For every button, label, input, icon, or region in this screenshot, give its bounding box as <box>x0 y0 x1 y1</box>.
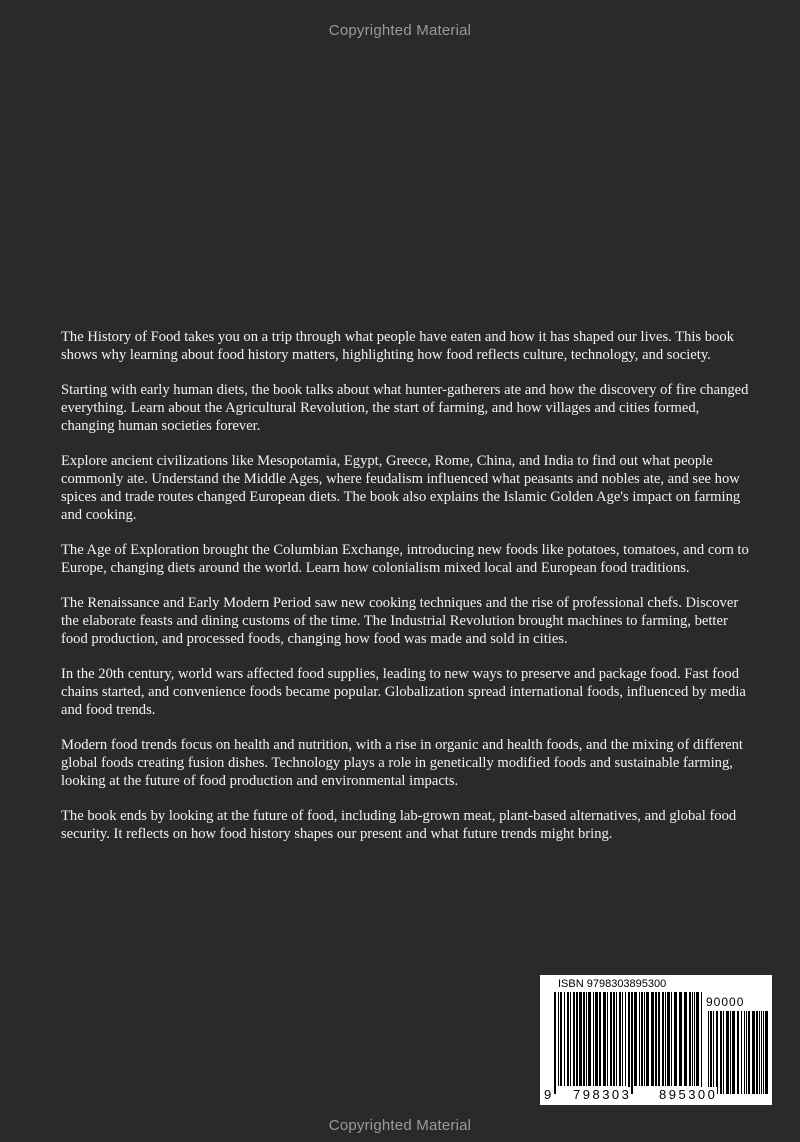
barcode-bar <box>644 992 645 1086</box>
barcode-bar <box>628 992 630 1094</box>
barcode-bar <box>622 992 623 1086</box>
barcode-addon-bar <box>748 1011 750 1094</box>
barcode-addon-bar <box>732 1011 735 1094</box>
barcode-bar <box>641 992 643 1086</box>
barcode-bar <box>689 992 691 1086</box>
barcode-bar <box>639 992 640 1086</box>
isbn-label: ISBN 9798303895300 <box>558 978 667 990</box>
barcode-bar <box>674 992 677 1086</box>
barcode-bar <box>567 992 569 1086</box>
barcode-addon-bar <box>756 1011 758 1094</box>
barcode-bar <box>694 992 695 1086</box>
blurb-paragraph-5: The Renaissance and Early Modern Period saw new cooking techniques and the rise of professional chefs. Discover the elaborate feasts and dining customs of the time. The Industrial Revolution brought machines to farming, better food production, and processed foods, changing how food was made and sold in cities. <box>61 595 739 647</box>
price-code: 90000 <box>706 995 745 1009</box>
barcode-bar <box>573 992 575 1086</box>
barcode-addon-bar <box>763 1011 764 1094</box>
barcode-addon-bar <box>752 1011 755 1094</box>
blurb-paragraph-8: The book ends by looking at the future of food, including lab-grown meat, plant-based alternatives, and global food security. It reflects on how food history shapes our present and what future trends might bring. <box>61 808 737 842</box>
barcode-bar <box>665 992 666 1086</box>
barcode-digits-group-2: 895300 <box>659 1087 718 1102</box>
isbn-barcode-box <box>540 975 772 1105</box>
barcode-bar <box>593 992 594 1086</box>
barcode-bar <box>625 992 626 1086</box>
blurb-paragraph-4: The Age of Exploration brought the Columbian Exchange, introducing new foods like potatoes, tomatoes, and corn to Europe, changing diets around the world. Learn how colonialism mixed local and European food traditions. <box>61 542 749 576</box>
barcode-addon-bar <box>737 1011 739 1094</box>
barcode-bar <box>607 992 608 1086</box>
barcode-bar <box>570 992 571 1086</box>
barcode-addon-bar <box>726 1011 729 1094</box>
blurb-paragraph-6: In the 20th century, world wars affected food supplies, leading to new ways to preserve and package food. Fast food chains started, and convenience foods became popular. Globalization spread international foods, influenced by media and food trends. <box>61 666 746 718</box>
barcode-bar <box>651 992 654 1086</box>
barcode-bar <box>558 992 559 1086</box>
barcode-bar <box>701 992 702 1094</box>
blurb-paragraph-7: Modern food trends focus on health and nutrition, with a rise in organic and health foods, and the mixing of different global foods creating fusion dishes. Technology plays a role in genetically modified foods and sustainable farming, looking at the future of food production and environmental impacts. <box>61 737 743 789</box>
barcode-bar <box>655 992 657 1086</box>
barcode-bar <box>579 992 582 1086</box>
barcode-bar <box>631 992 633 1094</box>
barcode-addon-bar <box>759 1011 760 1094</box>
barcode-bar <box>646 992 649 1086</box>
barcode-digit-first: 9 <box>544 1087 554 1102</box>
barcode-bar <box>658 992 660 1086</box>
barcode-addon-bar <box>720 1011 722 1094</box>
barcode-addon-bar <box>744 1011 745 1094</box>
barcode-bar <box>588 992 591 1086</box>
barcode-bar <box>671 992 672 1086</box>
blurb-paragraph-1: The History of Food takes you on a trip through what people have eaten and how it has shaped our lives. This book shows why learning about food history matters, highlighting how food reflects culture, technology, and society. <box>61 329 734 363</box>
barcode-bar <box>616 992 617 1086</box>
barcode-bar <box>576 992 578 1086</box>
barcode-bar <box>619 992 621 1086</box>
barcode-bar <box>554 992 556 1094</box>
barcode-digits-group-1: 798303 <box>573 1087 632 1102</box>
blurb-paragraph-3: Explore ancient civilizations like Mesopotamia, Egypt, Greece, Rome, China, and India to find out what people commonly ate. Understand the Middle Ages, where feudalism influenced what peasants and nobles ate, and see how spices and trade routes changed European diets. The book also explains the Islamic Golden Age's impact on farming and cooking. <box>61 453 741 523</box>
watermark-top: Copyrighted Material <box>328 22 472 39</box>
barcode-bar <box>679 992 682 1086</box>
watermark-bottom: Copyrighted Material <box>328 1117 472 1134</box>
barcode-bar <box>696 992 699 1086</box>
barcode-bar <box>560 992 562 1086</box>
barcode-addon-bar <box>713 1011 714 1094</box>
barcode-bar <box>564 992 565 1086</box>
barcode-bar <box>603 992 606 1086</box>
barcode-bar <box>662 992 664 1086</box>
barcode-bar <box>610 992 612 1086</box>
barcode-bar <box>595 992 598 1086</box>
barcode-addon-bar <box>710 1011 712 1094</box>
back-cover-blurb <box>61 328 751 860</box>
barcode-bar <box>613 992 615 1086</box>
barcode-addon-bar <box>716 1011 718 1094</box>
barcode-addon-bar <box>741 1011 742 1094</box>
barcode-addon-bar <box>708 1011 709 1094</box>
barcode-bar <box>692 992 693 1086</box>
blurb-paragraph-2: Starting with early human diets, the book talks about what hunter-gatherers ate and how the discovery of fire changed everything. Learn about the Agricultural Revolution, the start of farming, and how villages and cities formed, changing human societies forever. <box>61 382 749 434</box>
barcode-bar <box>583 992 585 1086</box>
barcode-bar <box>667 992 670 1086</box>
barcode-bar <box>684 992 687 1086</box>
barcode-addon-bar <box>730 1011 731 1094</box>
barcode-addon-bar <box>746 1011 747 1094</box>
barcode-addon-bar <box>765 1011 768 1094</box>
barcode-bar <box>634 992 637 1086</box>
barcode-bar <box>586 992 587 1086</box>
barcode-addon-bar <box>723 1011 724 1094</box>
barcode-addon-bar <box>761 1011 762 1094</box>
barcode-bar <box>599 992 601 1086</box>
